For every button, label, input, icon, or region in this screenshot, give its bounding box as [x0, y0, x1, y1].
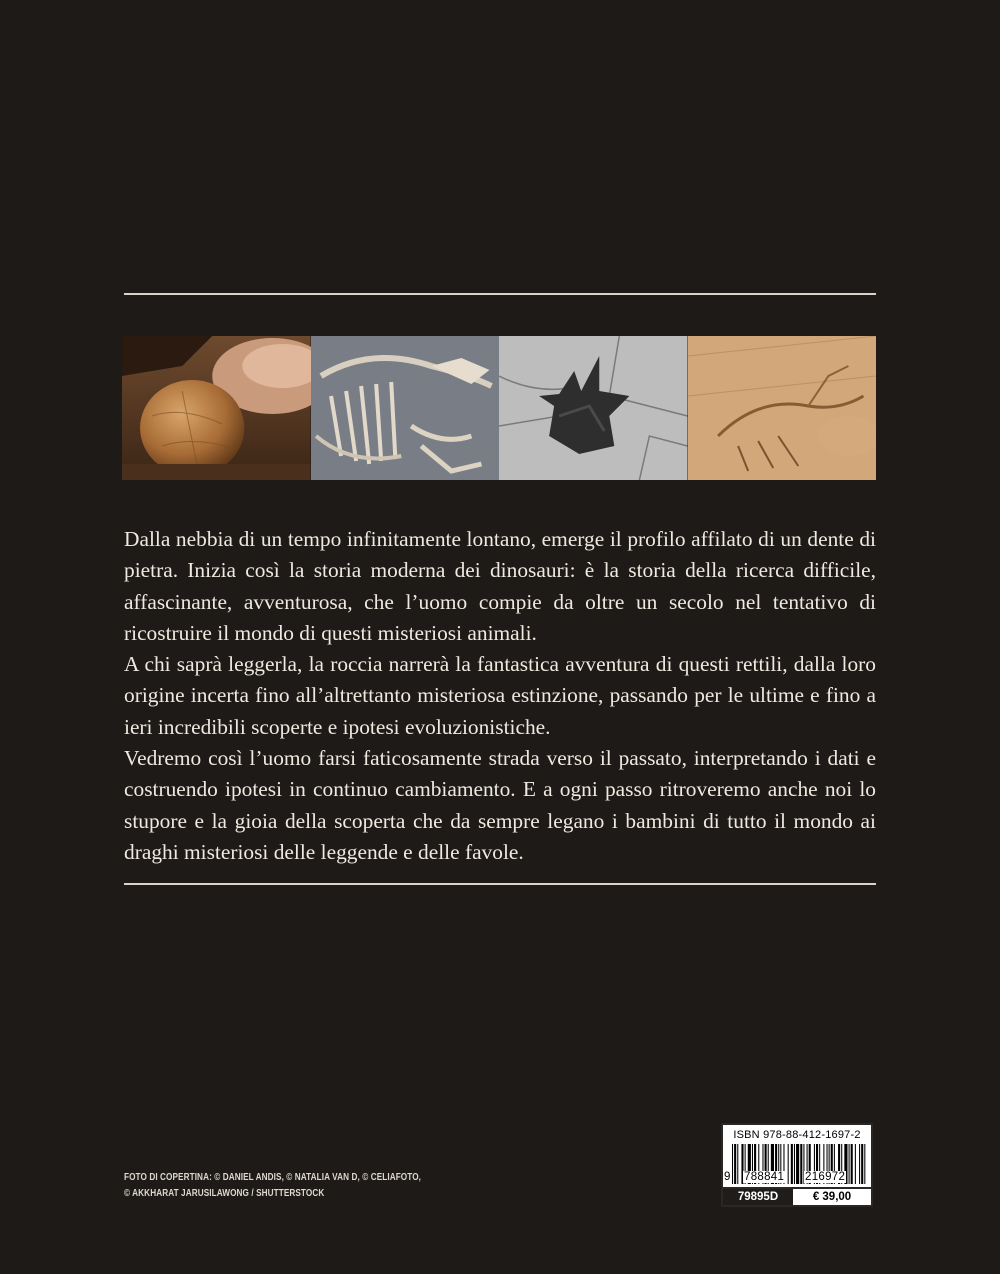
price: € 39,00: [812, 1191, 852, 1203]
dinosaur-skeleton-photo: [311, 336, 500, 480]
dinosaur-footprint-photo: [499, 336, 688, 480]
photo-credits-line: FOTO DI COPERTINA: © DANIEL ANDIS, © NATALIA VAN D, © CELIAFOTO,: [124, 1172, 422, 1183]
blurb-paragraph: Dalla nebbia di un tempo infinitamente lontano, emerge il profilo affilato di un dente di pietra. Inizia così la storia moderna dei dinosauri: è la storia della ricerca difficile, affascinante, avventurosa, che l’uomo compie da oltre un secolo nel tentativo di ricostruire il mondo di questi misteriosi animali.: [124, 527, 876, 645]
barcode-digits: [723, 1171, 871, 1185]
barcode-digit-first: 9: [724, 1171, 731, 1183]
photo-credits: [124, 1170, 421, 1202]
blurb-paragraph: A chi saprà leggerla, la roccia narrerà la fantastica avventura di questi rettili, dalla loro origine incerta fino all’altrettanto misteriosa estinzione, passando per le ultime e fino a ieri incredibili scoperte e ipotesi evoluzionistiche.: [124, 652, 876, 739]
archaeopteryx-fossil-photo: [688, 336, 877, 480]
barcode-digit-group: 788841: [744, 1171, 785, 1183]
isbn-number: ISBN 978-88-412-1697-2: [733, 1129, 861, 1141]
barcode-digit-group: 216972: [805, 1171, 846, 1183]
isbn-barcode-label: [721, 1123, 873, 1207]
product-code: 79895D: [723, 1189, 793, 1205]
photo-credits-line: © AKKHARAT JARUSILAWONG / SHUTTERSTOCK: [124, 1188, 325, 1199]
back-cover-blurb: [124, 524, 876, 868]
fossil-photo-strip: [122, 336, 876, 480]
price-row: [723, 1187, 871, 1205]
blurb-paragraph: Vedremo così l’uomo farsi faticosamente strada verso il passato, interpretando i dati e costruendo ipotesi in continuo cambiamento. E a ogni passo ritroveremo anche noi lo stupore e la gioia della scoperta che da sempre legano i bambini di tutto il mondo ai draghi misteriosi delle leggende e delle favole.: [124, 746, 876, 864]
top-divider-rule: [124, 293, 876, 295]
dinosaur-egg-photo: [122, 336, 311, 480]
bottom-divider-rule: [124, 883, 876, 885]
